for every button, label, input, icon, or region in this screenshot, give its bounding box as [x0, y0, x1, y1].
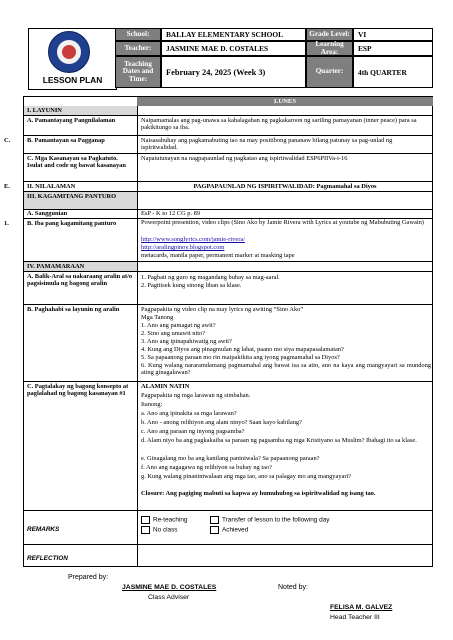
paghahabi-line: Pagpapakita ng video clip na may lyrics ng awiting “Sino Ako” [141, 306, 304, 313]
paghahabi-line: 2. Sino ang umawit nito? [141, 330, 206, 337]
paghahabi-label: B. Paghahabi sa layunin ng aralin [27, 306, 120, 313]
nilalaman-value: PAGPAPAUNLAD NG ISPIRITWALIDAD: Pagmamahal sa Diyos [193, 183, 377, 190]
pagtalakay-line: c. Ano ang paraan ng inyong pagsamba? [141, 428, 245, 435]
section-pamamaraan: IV. PAMAMARAAN [27, 263, 85, 270]
pagtalakay-title: ALAMIN NATIN [141, 383, 190, 390]
remarks-reteaching[interactable]: Re-teaching [141, 516, 187, 524]
paghahabi-line: 1. Ano ang pamagat ng awit? [141, 322, 216, 329]
deped-seal-icon [48, 31, 90, 73]
dates-label: Teaching Dates and Time: [115, 56, 161, 88]
pagganap-mark: C. [4, 137, 11, 144]
remarks-achieved[interactable]: Achieved [210, 526, 248, 534]
quarter-value: 4th QUARTER [353, 56, 433, 88]
iba-text: Powerpoint presention, video clips (Sino Ako by Jamie Rivera with Lyrics at youtube ng Mabubuting Gawain) [141, 219, 424, 226]
grade-value: VI [353, 28, 433, 41]
sanggunian-label: A. Sanggunian [27, 210, 68, 217]
checkbox-icon[interactable] [210, 526, 219, 534]
nilalaman-mark: E. [4, 183, 10, 190]
balik-label: A. Balik-Aral sa nakaraang aralin at/o pagsisimula ng bagong aralin [27, 273, 133, 288]
noted-label: Noted by: [278, 584, 308, 591]
section-kagamitan: III. KAGAMITANG PANTURO [27, 193, 117, 200]
pagtalakay-line: d. Alam niyo ba ang pagkakaiba sa paraan ng pagsamba ng mga Kristiyano sa Muslim? Ibahagi ito sa klase. [141, 437, 417, 444]
paghahabi-line: 5. Sa papaanong paraan mo rin maipakikita ang iyong pagmamahal sa Diyos? [141, 354, 340, 361]
pagtalakay-line: a. Ano ang ipinakita sa mga larawan? [141, 410, 237, 417]
checkbox-icon[interactable] [210, 516, 219, 524]
iba-mark: 1. [4, 220, 9, 227]
paghahabi-line: 3. Ano ang ipinapahiwatig ng awit? [141, 338, 232, 345]
kasanayan-label: C. Mga Kasanayan sa Pagkatuto. Isulat and code ng bawat kasanayan [27, 155, 126, 170]
school-label: School: [115, 28, 161, 41]
noted-role: Head Teacher III [330, 614, 380, 621]
pagtalakay-line: Pagpapakita ng mga larawan ng simbahan. [141, 392, 251, 399]
day-header: LUNES [137, 97, 433, 106]
pamantayang-text: Naipamamalas ang pag-unawa sa kahalagahan ng pagkakaroon ng sariling pamayanan (inner peace) para sa pakikitungo sa iba. [141, 117, 417, 132]
pagtalakay-line: g. Kung walang pinaniniwalaan ang mga tao, ano sa palagay mo ang mangyayari? [141, 473, 352, 480]
aralingpinoy-link[interactable]: http://aralingpinoy.blogspot.com [141, 244, 225, 251]
area-label: Learning Area: [306, 41, 353, 56]
prepared-label: Prepared by: [68, 574, 109, 581]
prepared-role: Class Adviser [148, 594, 190, 601]
noted-name: FELISA M. GALVEZ [330, 604, 393, 611]
pagtalakay-line: f. Ano ang nagagawa ng relihiyon sa buhay ng tao? [141, 464, 272, 471]
remarks-transfer[interactable]: Transfer of lesson to the following day [210, 516, 329, 524]
paghahabi-line: 4. Kung ang Diyos ang pinagmulan ng lahat, paano mo siya mapapasalamatan? [141, 346, 344, 353]
balik-line: 1. Pagbati ng guro ng magandang buhay sa mag-aaral. [141, 274, 280, 281]
remarks-label: REMARKS [27, 526, 60, 533]
area-value: ESP [353, 41, 433, 56]
checkbox-icon[interactable] [141, 526, 150, 534]
teacher-value: JASMINE MAE D. COSTALES [161, 41, 306, 56]
section-nilalaman: II. NILALAMAN [27, 183, 76, 190]
balik-line: 2. Pagtitsek kung sinong liban sa klase. [141, 282, 242, 289]
pagtalakay-line: b. Ano - anong relihiyon ang alam ninyo? Saan kayo kabilang? [141, 419, 302, 426]
header-logo-box [28, 28, 117, 90]
lesson-plan-title: LESSON PLAN [42, 75, 103, 85]
dates-value: February 24, 2025 (Week 3) [161, 56, 306, 88]
paghahabi-line: 6. Kung walang nararamdamang pagmamahal ang bawat isa sa atin, ano na kaya ang mangyayari sa mundong ating ginagalawan? [141, 362, 431, 377]
pagganap-text: Naisasabuhay ang pagkamabuting tao na may positibong pananaw bilang patunay sa pag-unlad ng ispiritwalidad. [141, 137, 393, 152]
pagganap-label: B. Pamantayan sa Pagganap [27, 137, 105, 144]
pagtalakay-label: C. Pagtalakay ng bagong konsepto at paglalahad ng bagong kasanayan #1 [27, 383, 129, 398]
paghahabi-line: Mga Tanong [141, 314, 174, 321]
iba-label: B. Iba pang kagamitang panturo [27, 220, 117, 227]
sanggunian-text: EsP - K to 12 CG p. 89 [141, 210, 201, 217]
pagtalakay-line: e. Ginagalang mo ba ang kanilang paniniwala? Sa papaanong paraan? [141, 455, 320, 462]
remarks-noclass[interactable]: No class [141, 526, 178, 534]
section-layunin: I. LAYUNIN [27, 107, 62, 114]
column-divider [137, 96, 138, 567]
prepared-name: JASMINE MAE D. COSTALES [122, 584, 217, 591]
teacher-label: Teacher: [115, 41, 161, 56]
checkbox-icon[interactable] [141, 516, 150, 524]
reflection-label: REFLECTION [27, 555, 68, 562]
pagtalakay-closure: Closure: Ang pagiging mabuti sa kapwa ay humuhubog sa ispiritwalidad ng isang tao. [141, 490, 376, 497]
iba-materials: metacards, manila paper, permanent marker at masking tape [141, 252, 295, 259]
grade-label: Grade Level: [306, 28, 353, 41]
pagtalakay-line: Itanong: [141, 401, 163, 408]
pamantayang-label: A. Pamantayang Pangnilalaman [27, 117, 116, 124]
quarter-label: Quarter: [306, 56, 353, 88]
songlyrics-link[interactable]: http://www.songlyrics.com/jamie-rivera/ [141, 236, 245, 243]
kasanayan-text: Napatutunayan na nagpapaunlad ng pagkatao ang ispiritwalidad ESP6PIIVa-i-16 [141, 155, 348, 162]
school-value: BALLAY ELEMENTARY SCHOOL [161, 28, 306, 41]
